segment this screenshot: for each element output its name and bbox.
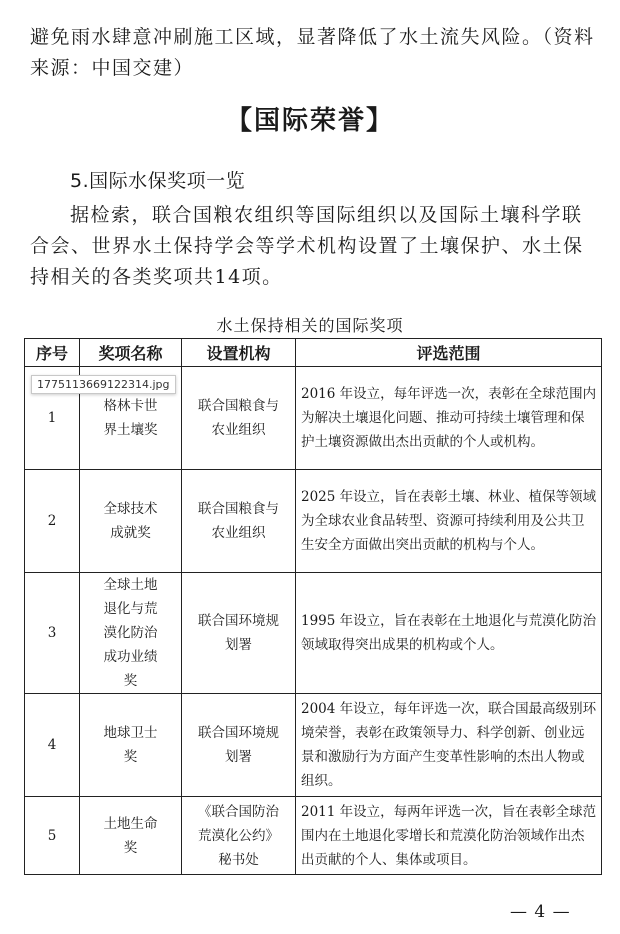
section-title: 【国际荣誉】 xyxy=(225,106,394,136)
cell-org xyxy=(182,573,296,694)
cell-no: 3 xyxy=(25,573,80,694)
header-org: 设置机构 xyxy=(182,339,296,367)
table-caption: 水土保持相关的国际奖项 xyxy=(216,316,404,335)
cell-range: 2011 年设立，每两年评选一次，旨在表彰全球范围内在土地退化零增长和荒漠化防治领域作出杰出贡献的个人、集体或项目。 xyxy=(296,797,602,875)
cell-org xyxy=(182,470,296,573)
table-header-row xyxy=(25,339,602,367)
cell-no: 1 xyxy=(25,367,80,470)
cell-org xyxy=(182,367,296,470)
cell-range: 1995 年设立，旨在表彰在土地退化与荒漠化防治领域取得突出成果的机构或个人。 xyxy=(296,573,602,694)
cell-range: 2016 年设立，每年评选一次，表彰在全球范围内为解决土壤退化问题、推动可持续土壤管理和保护土壤资源做出杰出贡献的个人或机构。 xyxy=(296,367,602,470)
subsection-title: 5.国际水保奖项一览 xyxy=(70,170,246,192)
cell-range: 2004 年设立，每年评选一次，联合国最高级别环境荣誉，表彰在政策领导力、科学创新、创业远景和激励行为方面产生变革性影响的杰出人物或组织。 xyxy=(296,694,602,797)
paragraph-body: 据检索，联合国粮农组织等国际组织以及国际土壤科学联合会、世界水土保持学会等学术机构设置了土壤保护、水土保持相关的各类奖项共14项。 xyxy=(30,204,584,288)
paragraph-top: 避免雨水肆意冲刷施工区域，显著降低了水土流失风险。（资料来源：中国交建） xyxy=(30,26,595,79)
cell-org-text: 联合国粮食与农业组织 xyxy=(197,398,279,438)
cell-org-text: 联合国粮食与农业组织 xyxy=(197,501,279,541)
cell-org xyxy=(182,797,296,875)
table-row xyxy=(25,797,602,875)
header-range: 评选范围 xyxy=(296,339,602,367)
awards-table xyxy=(24,338,602,875)
cell-org-text: 联合国环境规划署 xyxy=(197,725,279,765)
cell-name xyxy=(80,470,182,573)
cell-name-text: 格林卡世界土壤奖 xyxy=(103,398,158,438)
cell-name xyxy=(80,797,182,875)
table-row xyxy=(25,694,602,797)
cell-name-text: 全球土地退化与荒漠化防治成功业绩奖 xyxy=(103,577,158,689)
cell-org-text: 联合国环境规划署 xyxy=(197,613,279,653)
cell-name-text: 全球技术成就奖 xyxy=(103,501,158,541)
cell-name xyxy=(80,573,182,694)
table-row xyxy=(25,573,602,694)
page-number: — 4 — xyxy=(510,902,571,922)
cell-range: 2025 年设立，旨在表彰土壤、林业、植保等领域为全球农业食品转型、资源可持续利用及公共卫生安全方面做出突出贡献的机构与个人。 xyxy=(296,470,602,573)
header-no: 序号 xyxy=(25,339,80,367)
cell-name xyxy=(80,694,182,797)
cell-name-text: 土地生命奖 xyxy=(103,815,158,856)
cell-no: 4 xyxy=(25,694,80,797)
cell-org xyxy=(182,694,296,797)
cell-no: 5 xyxy=(25,797,80,875)
cell-org-text: 《联合国防治荒漠化公约》秘书处 xyxy=(197,803,279,868)
filename-tooltip: 1775113669122314.jpg xyxy=(31,375,176,394)
header-name: 奖项名称 xyxy=(80,339,182,367)
table-row xyxy=(25,470,602,573)
cell-no: 2 xyxy=(25,470,80,573)
cell-name-text: 地球卫士奖 xyxy=(103,725,158,765)
